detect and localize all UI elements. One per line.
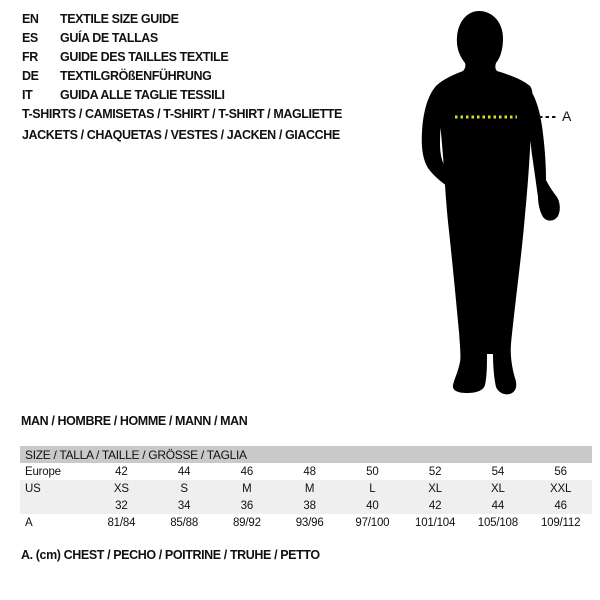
size-cell: 40	[341, 497, 404, 514]
size-cell: 109/112	[529, 514, 592, 531]
language-title: TEXTILGRÖßENFÜHRUNG	[60, 68, 212, 83]
size-cell: 97/100	[341, 514, 404, 531]
language-code: DE	[22, 68, 39, 83]
category-tshirts: T-SHIRTS / CAMISETAS / T-SHIRT / T-SHIRT / MAGLIETTE	[22, 107, 342, 121]
language-row	[22, 85, 228, 104]
measure-label-a: A	[562, 108, 572, 124]
language-code: ES	[22, 30, 38, 45]
size-cell: 44	[153, 463, 216, 480]
language-title: GUIDE DES TAILLES TEXTILE	[60, 49, 229, 64]
size-cell: 101/104	[404, 514, 467, 531]
row-label: US	[20, 480, 90, 497]
language-code: IT	[22, 87, 33, 102]
size-cell: 36	[216, 497, 279, 514]
man-right-arm-silhouette	[527, 87, 560, 221]
language-list	[22, 9, 228, 104]
language-row	[22, 66, 228, 85]
size-cell: 56	[529, 463, 592, 480]
size-cell: L	[341, 480, 404, 497]
size-cell: 81/84	[90, 514, 153, 531]
language-row	[22, 28, 228, 47]
table-row-chest	[20, 514, 592, 531]
size-cell: 44	[467, 497, 530, 514]
row-label	[20, 497, 90, 514]
size-cell: XXL	[529, 480, 592, 497]
category-list	[22, 104, 342, 146]
size-cell: M	[278, 480, 341, 497]
size-cell: 38	[278, 497, 341, 514]
man-silhouette-body	[436, 11, 533, 394]
language-code: FR	[22, 49, 38, 64]
size-cell: M	[216, 480, 279, 497]
size-table-header: SIZE / TALLA / TAILLE / GRÖSSE / TAGLIA	[20, 446, 592, 463]
table-row-us	[20, 480, 592, 497]
size-cell: 32	[90, 497, 153, 514]
size-cell: 42	[90, 463, 153, 480]
table-row-europe	[20, 463, 592, 480]
size-cell: XS	[90, 480, 153, 497]
man-silhouette	[395, 0, 600, 410]
size-cell: 54	[467, 463, 530, 480]
size-cell: 52	[404, 463, 467, 480]
size-cell: 85/88	[153, 514, 216, 531]
size-cell: 46	[529, 497, 592, 514]
size-cell: XL	[467, 480, 530, 497]
language-code: EN	[22, 11, 39, 26]
language-title: GUIDA ALLE TAGLIE TESSILI	[60, 87, 225, 102]
size-cell: 42	[404, 497, 467, 514]
size-table	[20, 446, 592, 531]
size-cell: XL	[404, 480, 467, 497]
row-label: A	[20, 514, 90, 531]
size-cell: S	[153, 480, 216, 497]
table-row-numeric	[20, 497, 592, 514]
size-table-header-row	[20, 446, 592, 463]
size-cell: 89/92	[216, 514, 279, 531]
language-title: TEXTILE SIZE GUIDE	[60, 11, 179, 26]
size-cell: 48	[278, 463, 341, 480]
section-title-man: MAN / HOMBRE / HOMME / MANN / MAN	[21, 414, 248, 428]
size-cell: 50	[341, 463, 404, 480]
size-cell: 105/108	[467, 514, 530, 531]
size-cell: 34	[153, 497, 216, 514]
figure-man	[395, 0, 600, 410]
row-label: Europe	[20, 463, 90, 480]
size-cell: 46	[216, 463, 279, 480]
language-row	[22, 9, 228, 28]
footnote-chest: A. (cm) CHEST / PECHO / POITRINE / TRUHE / PETTO	[21, 548, 320, 562]
size-cell: 93/96	[278, 514, 341, 531]
language-title: GUÍA DE TALLAS	[60, 30, 158, 45]
language-row	[22, 47, 228, 66]
category-jackets: JACKETS / CHAQUETAS / VESTES / JACKEN / GIACCHE	[22, 128, 340, 142]
